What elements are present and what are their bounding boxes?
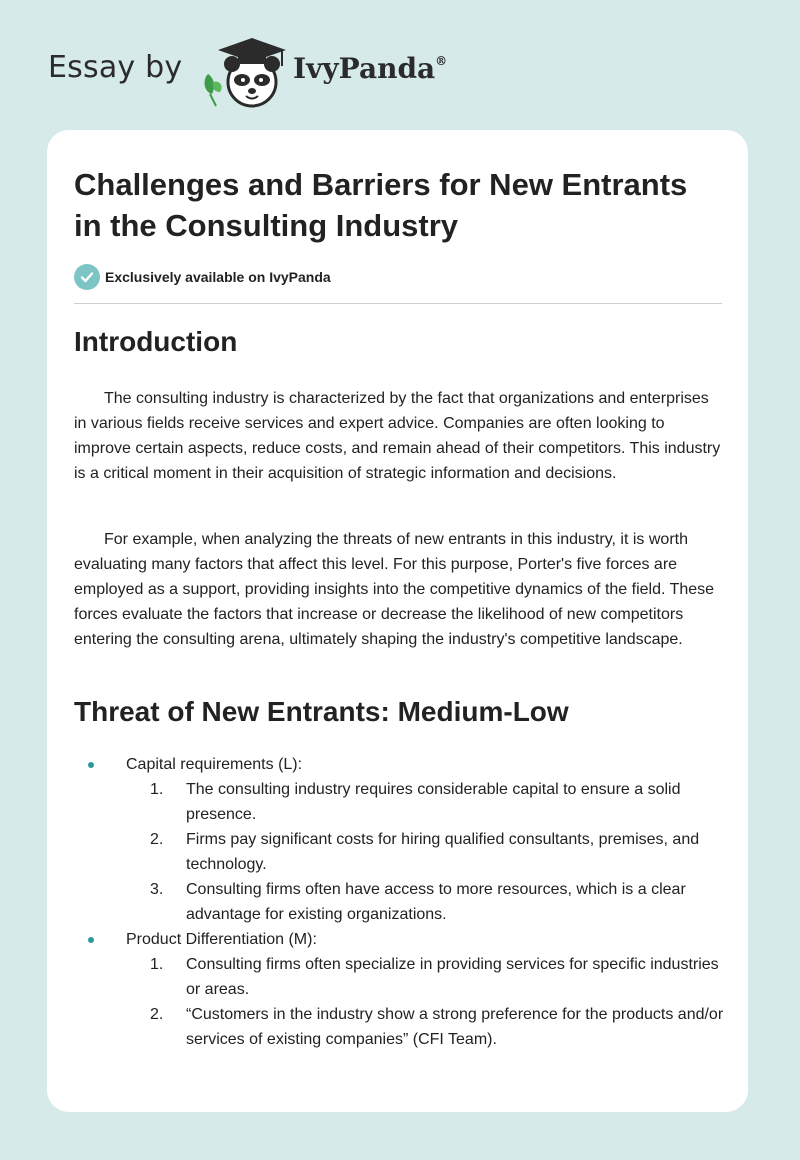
numbered-item bbox=[74, 827, 724, 877]
numbered-item bbox=[74, 777, 724, 827]
panda-logo-icon[interactable] bbox=[200, 34, 300, 110]
site-header bbox=[0, 0, 800, 130]
essay-title: Challenges and Barriers for New Entrants in the Consulting Industry bbox=[74, 167, 688, 243]
list-item bbox=[74, 752, 724, 777]
brand-name[interactable]: IvyPanda® bbox=[293, 52, 448, 85]
numbered-item bbox=[74, 952, 724, 1002]
list-item-label: Capital requirements (L): bbox=[126, 756, 303, 773]
checkmark-icon bbox=[74, 264, 100, 290]
list-item-label: Product Differentiation (M): bbox=[126, 931, 317, 948]
paragraph: For example, when analyzing the threats of new entrants in this industry, it is worth evaluating many factors that affect this level. For this purpose, Porter's five forces are employed as a support, providing insights into the competitive dynamics of the field. These forces evaluate the factors that increase or decrease the likelihood of new competitors entering the consulting arena, ultimately shaping the industry's competitive landscape. bbox=[74, 531, 715, 648]
numbered-item bbox=[74, 1002, 724, 1052]
bullet-list bbox=[74, 752, 724, 1052]
item-number: 2. bbox=[150, 1006, 164, 1023]
item-text: Consulting firms often have access to more resources, which is a clear advantage for existing organizations. bbox=[186, 881, 686, 923]
item-number: 1. bbox=[150, 956, 164, 973]
item-number: 2. bbox=[150, 831, 164, 848]
item-number: 1. bbox=[150, 781, 164, 798]
exclusive-badge bbox=[74, 263, 331, 291]
item-number: 3. bbox=[150, 881, 164, 898]
paragraph: The consulting industry is characterized by the fact that organizations and enterprises in various fields receive services and expert advice. Companies are often looking to improve certain aspects, reduce costs, and remain ahead of their competitors. This industry is a critical moment in their acquisition of strategic information and decisions. bbox=[74, 390, 721, 482]
item-text: Consulting firms often specialize in providing services for specific industries or areas. bbox=[186, 956, 719, 998]
item-text: “Customers in the industry show a strong preference for the products and/or services of existing companies” (CFI Team). bbox=[186, 1006, 724, 1048]
divider bbox=[74, 303, 722, 304]
badge-label: Exclusively available on IvyPanda bbox=[105, 269, 331, 285]
bullet-icon bbox=[88, 762, 94, 768]
section-heading-introduction: Introduction bbox=[74, 326, 238, 357]
bullet-icon bbox=[88, 937, 94, 943]
item-text: The consulting industry requires considerable capital to ensure a solid presence. bbox=[186, 781, 681, 823]
essay-by-text: Essay by bbox=[48, 50, 183, 85]
item-text: Firms pay significant costs for hiring qualified consultants, premises, and technology. bbox=[186, 831, 700, 873]
list-item bbox=[74, 927, 724, 952]
essay-card bbox=[47, 130, 748, 1112]
numbered-item bbox=[74, 877, 724, 927]
section-heading-threat: Threat of New Entrants: Medium-Low bbox=[74, 696, 569, 727]
